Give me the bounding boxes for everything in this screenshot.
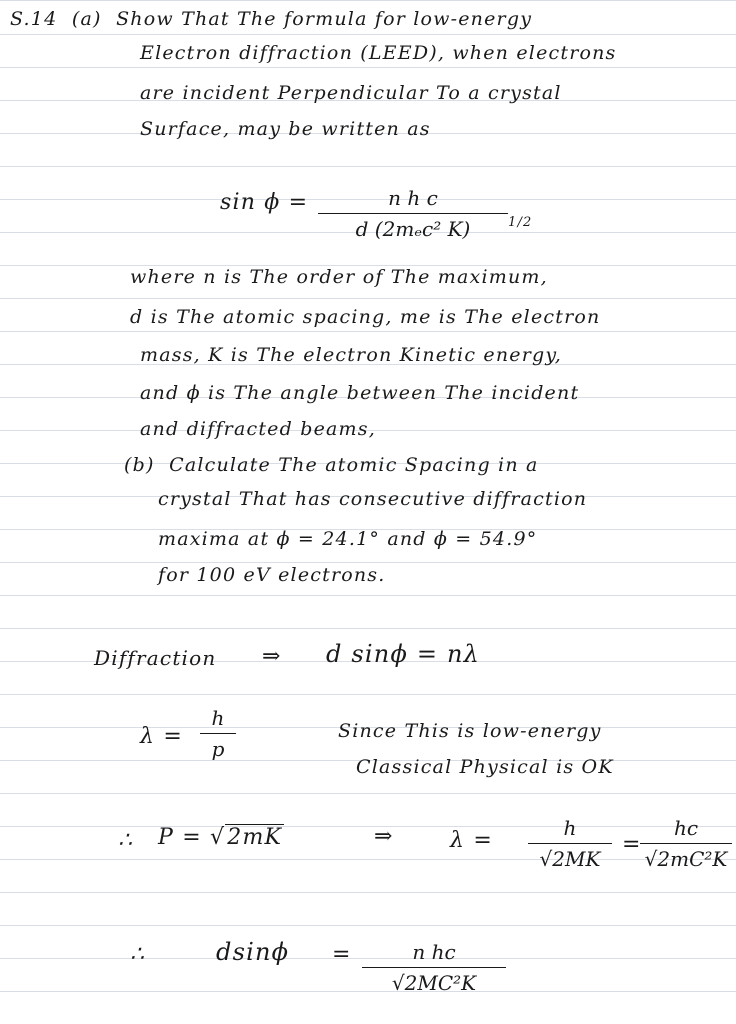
fraction-bar	[318, 213, 508, 214]
problem-heading	[10, 10, 532, 29]
equals-sign: =	[622, 832, 642, 857]
arrow-2: ⇒	[374, 824, 394, 849]
formula-exponent: 1/2	[508, 215, 533, 230]
part-a-line-1: Show That The formula for low-energy	[116, 8, 533, 30]
formula-lhs: sin ϕ =	[220, 190, 309, 215]
lambda-fraction	[200, 706, 236, 761]
part-b-line-1	[124, 456, 539, 475]
sqrt-icon: √	[539, 847, 553, 871]
part-b-line-4: for 100 eV electrons.	[158, 564, 386, 586]
therefore-symbol: ∴	[118, 828, 134, 853]
part-b-line-3: maxima at ϕ = 24.1° and ϕ = 54.9°	[158, 528, 538, 550]
where-line-2: d is The atomic spacing, me is The electron	[130, 306, 601, 328]
leed-formula-fraction	[318, 186, 508, 241]
lambda3-fraction	[640, 816, 732, 871]
sqrt-icon: √	[210, 825, 226, 850]
final-fraction	[362, 940, 506, 995]
where-line-5: and diffracted beams,	[140, 418, 376, 440]
sqrt-icon: √	[391, 971, 405, 995]
final-equals: =	[332, 942, 352, 967]
part-b-text-1: Calculate The atomic Spacing in a	[169, 454, 539, 476]
note-line-1: Since This is low-energy	[338, 720, 602, 742]
lambda2-denominator: 2MK	[552, 847, 601, 871]
lambda-lhs: λ =	[140, 724, 183, 749]
part-a-line-2: Electron diffraction (LEED), when electrons	[140, 42, 617, 64]
sqrt-icon: √	[644, 847, 658, 871]
final-denominator: 2MC²K	[404, 971, 477, 995]
diffraction-equation: d sinϕ = nλ	[326, 640, 481, 668]
lambda2-lhs: λ =	[450, 828, 493, 853]
where-line-3: mass, K is The electron Kinetic energy,	[140, 344, 563, 366]
lambda-denominator: p	[211, 737, 225, 761]
formula-denominator: d (2mₑc² K)	[355, 217, 471, 241]
lambda2-denominator-wrap	[528, 847, 612, 871]
final-lhs: dsinϕ	[216, 938, 290, 966]
part-a-line-3: are incident Perpendicular To a crystal	[140, 82, 562, 104]
part-b-line-2: crystal That has consecutive diffraction	[158, 488, 588, 510]
problem-number: S.14	[10, 8, 58, 30]
momentum-radicand: 2mK	[227, 825, 283, 850]
part-b-tag: (b)	[124, 454, 155, 476]
therefore-symbol-2: ∴	[130, 942, 146, 967]
final-denominator-wrap	[362, 971, 506, 995]
lambda3-denominator: 2mC²K	[657, 847, 728, 871]
arrow-1: ⇒	[262, 644, 282, 669]
lambda-numerator: h	[211, 706, 225, 730]
diffraction-label: Diffraction	[94, 646, 217, 670]
lambda3-numerator: hc	[673, 816, 699, 840]
lambda3-denominator-wrap	[640, 847, 732, 871]
part-a-tag: (a)	[71, 8, 102, 30]
momentum-lhs: P =	[158, 825, 202, 850]
fraction-bar	[362, 967, 506, 968]
final-numerator: n hc	[412, 940, 456, 964]
momentum-equation	[158, 824, 284, 849]
lambda2-fraction	[528, 816, 612, 871]
formula-numerator: n h c	[388, 186, 438, 210]
where-line-1: where n is The order of The maximum,	[130, 266, 548, 288]
fraction-bar	[640, 843, 732, 844]
fraction-bar	[200, 733, 236, 734]
lambda2-numerator: h	[563, 816, 577, 840]
where-line-4: and ϕ is The angle between The incident	[140, 382, 580, 404]
note-line-2: Classical Physical is OK	[356, 756, 614, 778]
part-a-line-4: Surface, may be written as	[140, 118, 431, 140]
fraction-bar	[528, 843, 612, 844]
